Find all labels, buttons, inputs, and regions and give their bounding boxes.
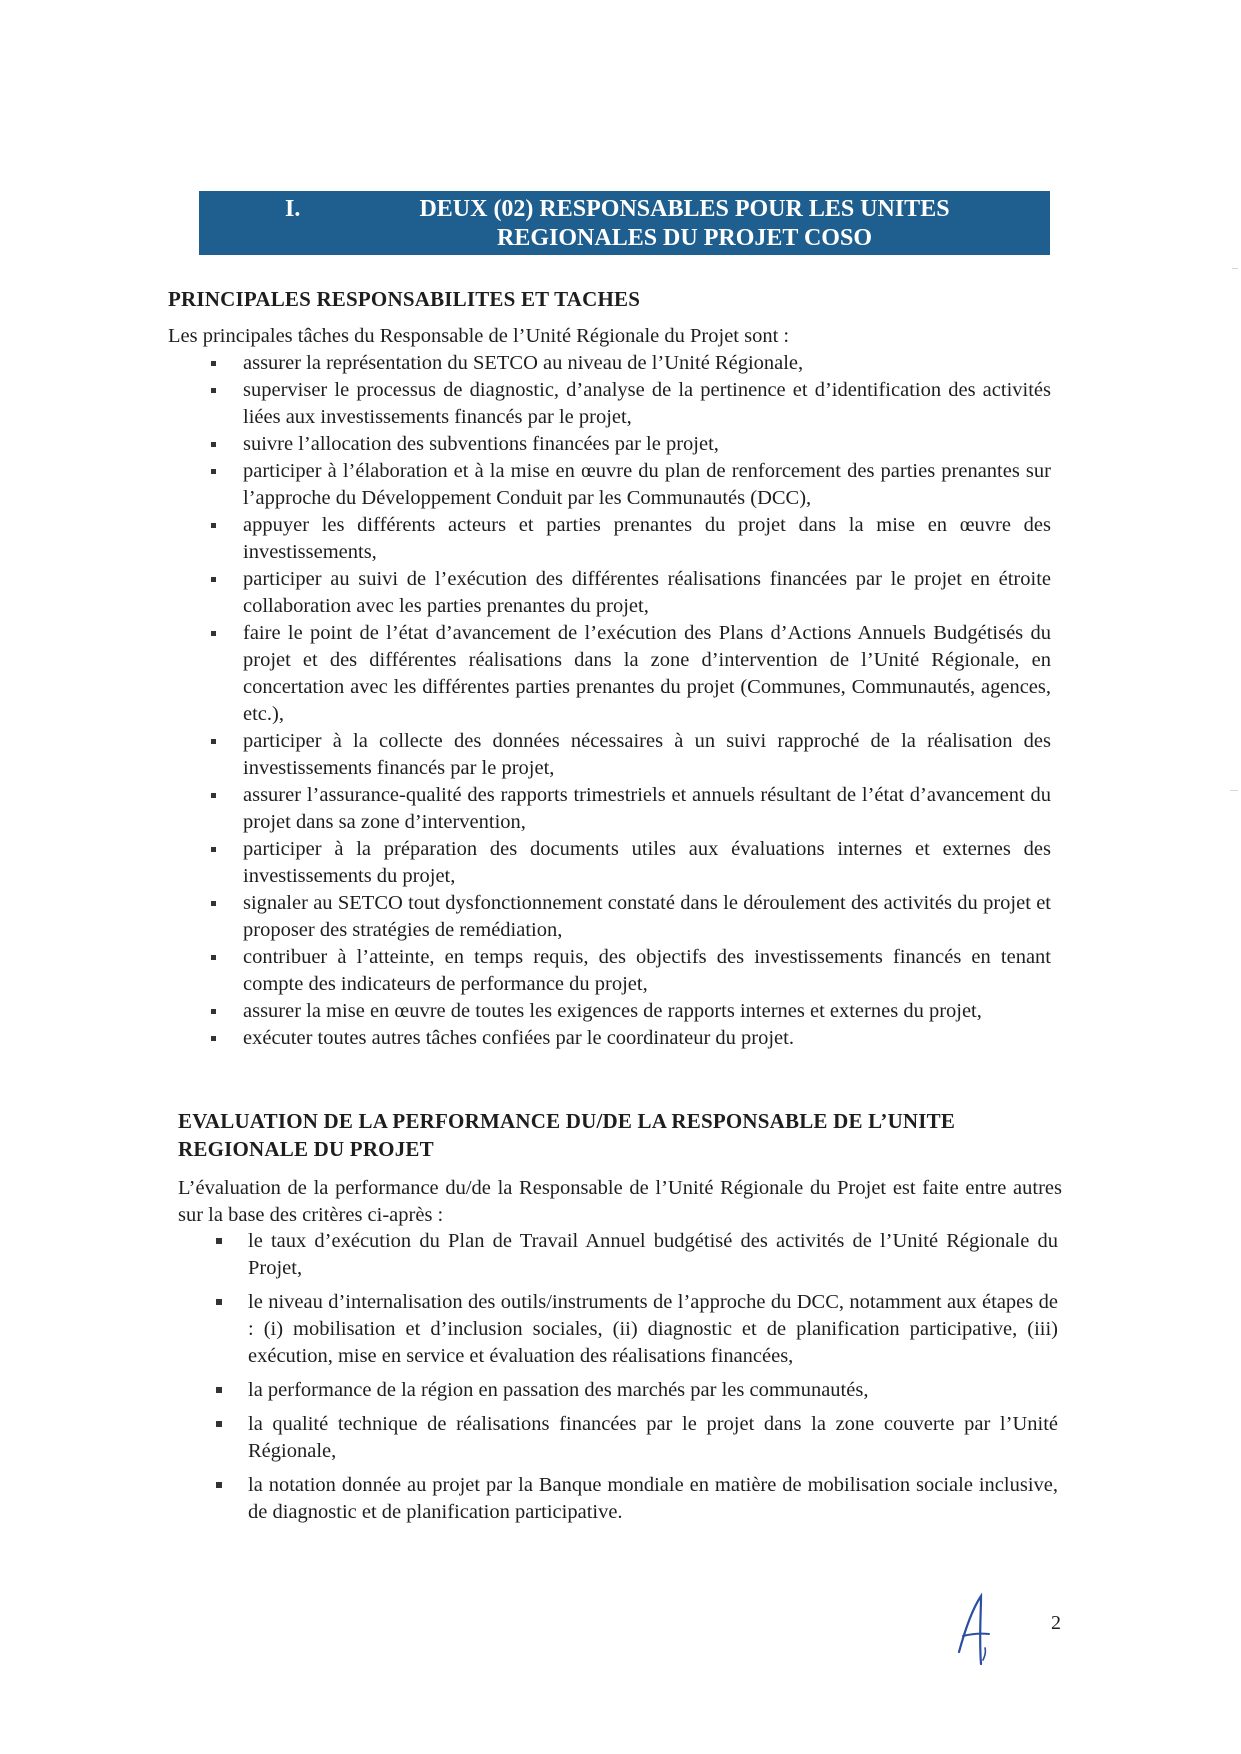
list-item: la notation donnée au projet par la Banque mondiale en matière de mobilisation sociale inclusive, de diagnostic et de planification participative. (210, 1472, 1058, 1526)
bullet-icon (216, 1387, 222, 1393)
bullet-icon (211, 955, 216, 960)
evaluation-intro: L’évaluation de la performance du/de la Responsable de l’Unité Régionale du Projet est faite entre autres sur la base des critères ci-après : (178, 1177, 1062, 1226)
list-item: assurer l’assurance-qualité des rapports trimestriels et annuels résultant de l’état d’avancement du projet dans sa zone d’intervention, (205, 782, 1051, 836)
bullet-icon (216, 1482, 222, 1488)
bullet-icon (211, 388, 216, 393)
list-item: participer à la collecte des données nécessaires à un suivi rapproché de la réalisation des investissements financés par le projet, (205, 728, 1051, 782)
evaluation-heading: EVALUATION DE LA PERFORMANCE DU/DE LA RESPONSABLE DE L’UNITE REGIONALE DU PROJET (178, 1109, 956, 1161)
responsibilities-intro: Les principales tâches du Responsable de l’Unité Régionale du Projet sont : (168, 325, 790, 347)
tasks-list (205, 350, 1051, 1052)
list-item: exécuter toutes autres tâches confiées par le coordinateur du projet. (205, 1025, 1051, 1052)
section-banner (199, 191, 1050, 255)
bullet-icon (211, 793, 216, 798)
initials-signature-icon (955, 1590, 995, 1670)
list-item: contribuer à l’atteinte, en temps requis, des objectifs des investissements financés en tenant compte des indicateurs de performance du projet, (205, 944, 1051, 998)
bullet-icon (216, 1299, 222, 1305)
bullet-icon (211, 901, 216, 906)
scan-edge-mark (1230, 790, 1238, 791)
bullet-icon (211, 1009, 216, 1014)
list-item: signaler au SETCO tout dysfonctionnement constaté dans le déroulement des activités du projet et proposer des stratégies de remédiation, (205, 890, 1051, 944)
responsibilities-heading: PRINCIPALES RESPONSABILITES ET TACHES (168, 287, 641, 311)
bullet-icon (211, 1036, 216, 1041)
bullet-icon (211, 577, 216, 582)
bullet-icon (211, 469, 216, 474)
list-item: la performance de la région en passation des marchés par les communautés, (210, 1377, 1058, 1404)
list-item: le taux d’exécution du Plan de Travail Annuel budgétisé des activités de l’Unité Régionale du Projet, (210, 1228, 1058, 1282)
bullet-icon (216, 1238, 222, 1244)
list-item: assurer la mise en œuvre de toutes les exigences de rapports internes et externes du projet, (205, 998, 1051, 1025)
criteria-list (210, 1228, 1058, 1533)
bullet-icon (211, 523, 216, 528)
list-item: faire le point de l’état d’avancement de l’exécution des Plans d’Actions Annuels Budgétisés du projet et des différentes réalisations dans la zone d’intervention de l’Unité Régionale, en concertation avec les différentes parties prenantes du projet (Communes, Communautés, agences, etc.), (205, 620, 1051, 728)
scan-edge-mark (1232, 268, 1238, 269)
list-item: la qualité technique de réalisations financées par le projet dans la zone couverte par l’Unité Régionale, (210, 1411, 1058, 1465)
list-item: assurer la représentation du SETCO au niveau de l’Unité Régionale, (205, 350, 1051, 377)
list-item: superviser le processus de diagnostic, d’analyse de la pertinence et d’identification des activités liées aux investissements financés par le projet, (205, 377, 1051, 431)
bullet-icon (211, 442, 216, 447)
list-item: participer au suivi de l’exécution des différentes réalisations financées par le projet en étroite collaboration avec les parties prenantes du projet, (205, 566, 1051, 620)
list-item: suivre l’allocation des subventions financées par le projet, (205, 431, 1051, 458)
bullet-icon (211, 361, 216, 366)
bullet-icon (211, 631, 216, 636)
page-number: 2 (1051, 1612, 1061, 1634)
section-title: DEUX (02) RESPONSABLES POUR LES UNITES REGIONALES DU PROJET COSO (419, 196, 950, 251)
bullet-icon (211, 847, 216, 852)
bullet-icon (216, 1421, 222, 1427)
section-number: I. (285, 196, 301, 222)
list-item: participer à l’élaboration et à la mise en œuvre du plan de renforcement des parties prenantes sur l’approche du Développement Conduit par les Communautés (DCC), (205, 458, 1051, 512)
list-item: appuyer les différents acteurs et parties prenantes du projet dans la mise en œuvre des investissements, (205, 512, 1051, 566)
bullet-icon (211, 739, 216, 744)
list-item: le niveau d’internalisation des outils/instruments de l’approche du DCC, notamment aux étapes de : (i) mobilisation et d’inclusion sociales, (ii) diagnostic et de planification participative, (iii) exécution, mise en service et évaluation des réalisations financées, (210, 1289, 1058, 1370)
list-item: participer à la préparation des documents utiles aux évaluations internes et externes des investissements du projet, (205, 836, 1051, 890)
